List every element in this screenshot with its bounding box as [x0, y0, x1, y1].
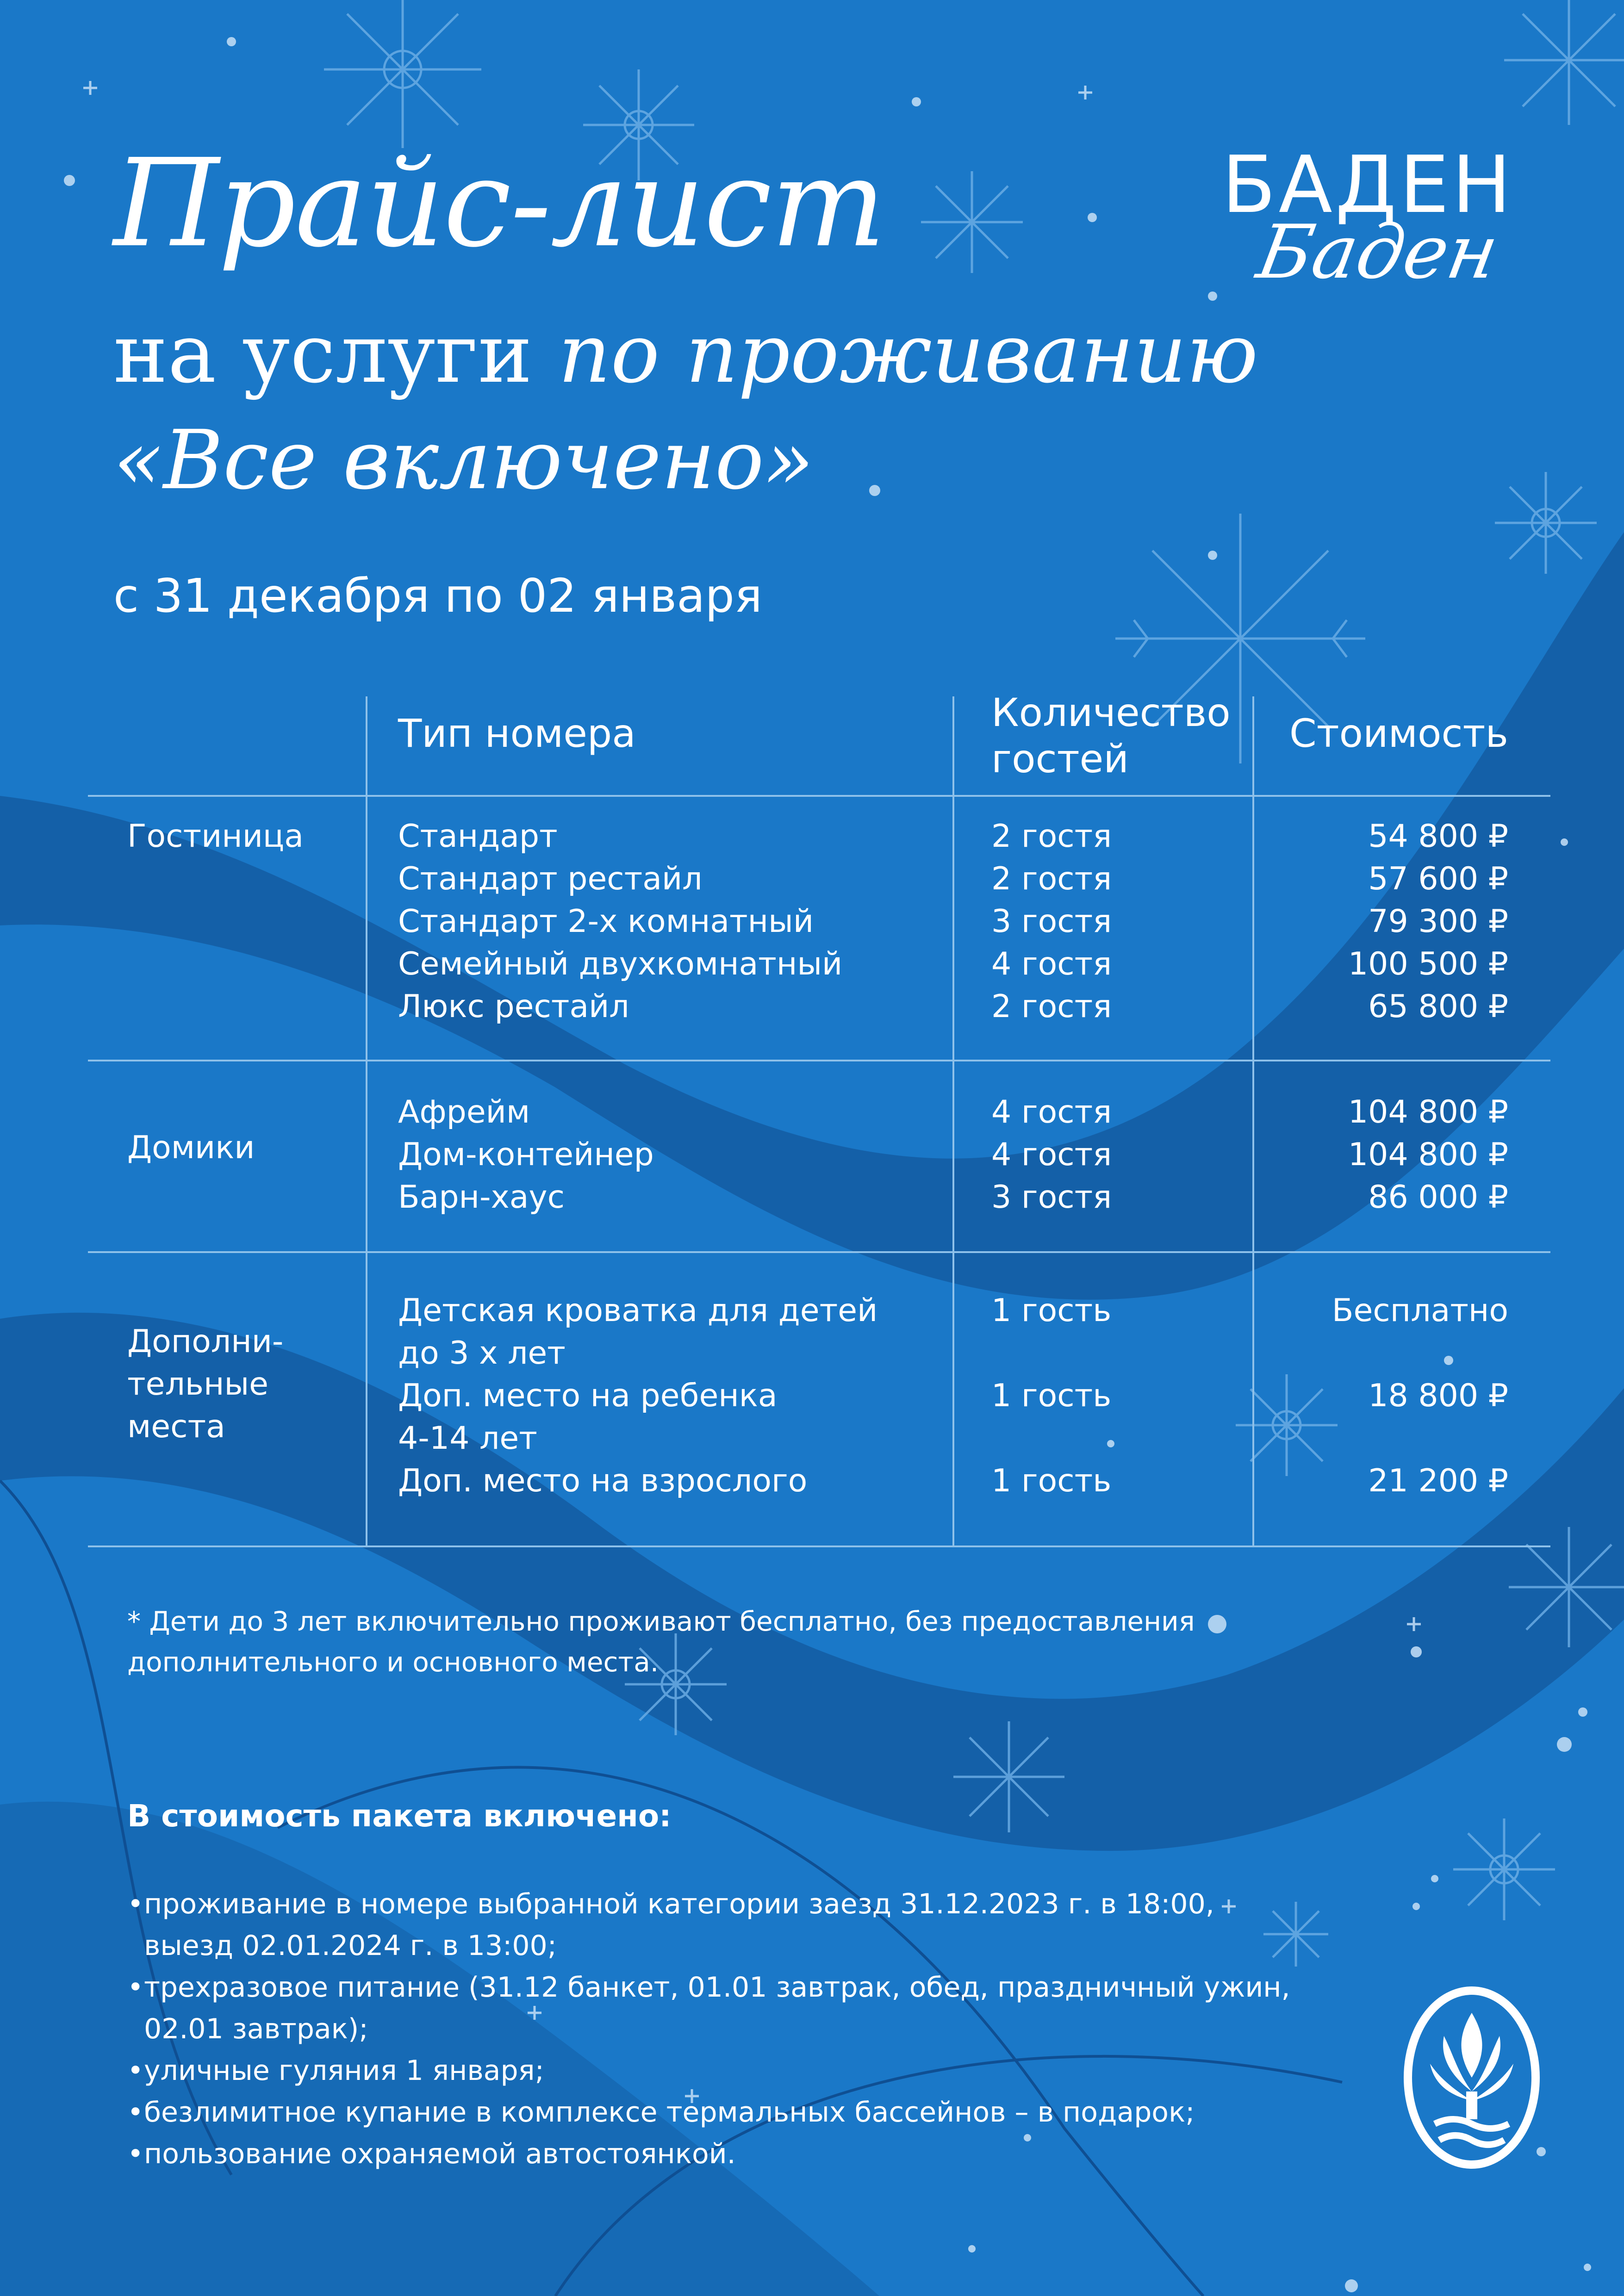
room-type-line: 4-14 лет — [398, 1420, 537, 1457]
header-guests-line-1: Количество — [991, 690, 1231, 735]
price: 65 800 ₽ — [1368, 988, 1508, 1025]
guest-count: 1 гость — [991, 1292, 1112, 1329]
subtitle-line-2: «Все включено» — [113, 413, 814, 508]
guest-count: 2 гостя — [991, 818, 1112, 855]
price: 100 500 ₽ — [1348, 946, 1508, 982]
room-type-line: Доп. место на взрослого — [398, 1463, 808, 1499]
subtitle-italic: по проживанию — [558, 306, 1258, 401]
guest-count: 1 гость — [991, 1463, 1112, 1499]
room-type: Семейный двухкомнатный — [398, 946, 843, 982]
room-types-extra — [398, 1290, 877, 1502]
group-extra-beds-label — [127, 1321, 283, 1448]
included-item — [127, 2133, 1290, 2175]
prices-cottages — [1348, 1091, 1508, 1219]
guest-count: 2 гостя — [991, 861, 1112, 897]
price: 86 000 ₽ — [1368, 1179, 1508, 1216]
guest-count: 2 гостя — [991, 988, 1112, 1025]
room-type: Стандарт 2-х комнатный — [398, 903, 814, 940]
room-type-line: до 3 х лет — [398, 1335, 566, 1371]
included-item — [127, 2091, 1290, 2133]
room-type: Дом-контейнер — [398, 1136, 654, 1173]
included-item — [127, 1883, 1290, 1967]
guest-count: 3 гостя — [991, 1179, 1112, 1216]
room-type: Стандарт рестайл — [398, 861, 703, 897]
room-type: Стандарт — [398, 818, 558, 855]
included-item-line: • проживание в номере выбранной категории заезд 31.12.2023 г. в 18:00, — [144, 1888, 1214, 1920]
header-room-type: Тип номера — [398, 711, 636, 756]
footnote-line: * Дети до 3 лет включительно проживают бесплатно, без предоставления — [127, 1606, 1195, 1637]
date-range: с 31 декабря по 02 января — [113, 569, 763, 623]
included-item-line: • безлимитное купание в комплексе термальных бассейнов – в подарок; — [144, 2096, 1195, 2128]
header-guests — [991, 689, 1231, 782]
included-item-line: 02.01 завтрак); — [144, 2013, 368, 2045]
included-item-line: • трехразовое питание (31.12 банкет, 01.01 завтрак, обед, праздничный ужин, — [144, 1971, 1290, 2004]
room-type: Барн-хаус — [398, 1179, 565, 1216]
guest-count: 3 гостя — [991, 903, 1112, 940]
header-guests-line-2: гостей — [991, 736, 1129, 782]
included-item-line: выезд 02.01.2024 г. в 13:00; — [144, 1930, 557, 1962]
price: 18 800 ₽ — [1368, 1378, 1508, 1414]
guests-cottages — [991, 1091, 1112, 1219]
price: 104 800 ₽ — [1348, 1094, 1508, 1130]
room-type-line: Доп. место на ребенка — [398, 1378, 778, 1414]
room-type-line: Детская кроватка для детей — [398, 1292, 878, 1329]
price: 57 600 ₽ — [1368, 861, 1508, 897]
group-label-line: места — [127, 1409, 225, 1445]
price: 104 800 ₽ — [1348, 1136, 1508, 1173]
room-type: Афрейм — [398, 1094, 530, 1130]
guests-hotel — [991, 815, 1112, 1028]
fountain-emblem-icon — [1402, 1985, 1541, 2170]
price: 79 300 ₽ — [1368, 903, 1508, 940]
footnote-line: дополнительного и основного места. — [127, 1646, 659, 1678]
included-item-line: • пользование охраняемой автостоянкой. — [144, 2138, 736, 2170]
guest-count: 1 гость — [991, 1378, 1112, 1414]
group-hotel-label: Гостиница — [127, 818, 304, 855]
included-item — [127, 1967, 1290, 2050]
guest-count: 4 гостя — [991, 1094, 1112, 1130]
subtitle-plain: на услуги — [113, 306, 559, 401]
children-footnote — [127, 1601, 1195, 1682]
page-title: Прайс-лист — [113, 133, 885, 274]
prices-hotel — [1348, 815, 1508, 1028]
logo-script: Баден — [1251, 209, 1505, 295]
price: 21 200 ₽ — [1368, 1463, 1508, 1499]
header-price: Стоимость — [1289, 711, 1508, 756]
group-label-line: Дополни- — [127, 1323, 284, 1360]
price: Бесплатно — [1332, 1292, 1508, 1329]
guest-count: 4 гостя — [991, 1136, 1112, 1173]
room-type: Люкс рестайл — [398, 988, 629, 1025]
included-item — [127, 2050, 1290, 2091]
included-title: В стоимость пакета включено: — [127, 1798, 672, 1834]
logo-wordmark: БАДЕН — [1222, 139, 1514, 231]
group-cottages-label: Домики — [127, 1129, 255, 1166]
guest-count: 4 гостя — [991, 946, 1112, 982]
room-types-cottages — [398, 1091, 654, 1219]
included-item-line: • уличные гуляния 1 января; — [144, 2054, 544, 2087]
price: 54 800 ₽ — [1368, 818, 1508, 855]
included-list — [127, 1883, 1290, 2175]
room-types-hotel — [398, 815, 842, 1028]
group-label-line: тельные — [127, 1366, 268, 1402]
